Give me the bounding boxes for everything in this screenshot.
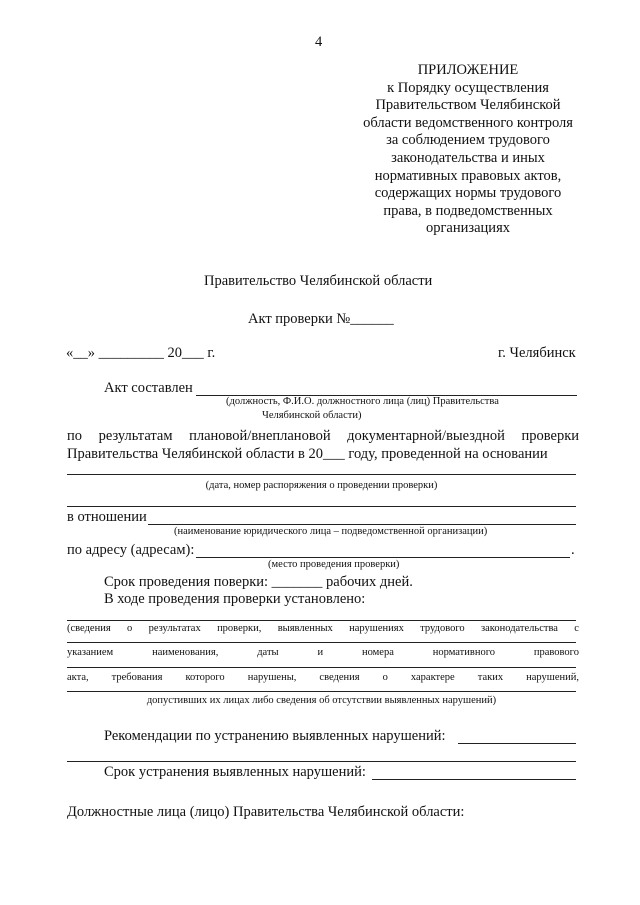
compiled-hint: Челябинской области) — [262, 410, 362, 421]
appendix-line: области ведомственного контроля — [363, 114, 573, 131]
findings-label: В ходе проведения проверки установлено: — [104, 591, 366, 607]
appendix-line: нормативных правовых актов, — [374, 167, 562, 184]
deadline-label: Срок устранения выявленных нарушений: — [104, 764, 366, 780]
findings-hint-3: акта, требования которого нарушены, сведения о характере таких нарушений, — [67, 672, 579, 683]
findings-field[interactable] — [67, 642, 576, 643]
city: г. Челябинск — [498, 345, 576, 361]
deadline-field[interactable] — [372, 779, 576, 780]
results-line-1 — [67, 428, 579, 445]
order-hint: (дата, номер распоряжения о проведении проверки) — [205, 480, 438, 491]
word: проверки — [521, 428, 579, 444]
act-title: Акт проверки №______ — [248, 311, 394, 327]
word: документарной/выездной — [347, 428, 505, 444]
word: по — [67, 428, 83, 444]
recommendations-field[interactable] — [458, 743, 576, 744]
appendix-line: к Порядку осуществления — [387, 79, 549, 96]
order-field[interactable] — [67, 474, 576, 475]
appendix-block — [350, 62, 586, 238]
appendix-line: законодательства и иных — [391, 149, 545, 166]
results-line-2: Правительства Челябинской области в 20___ году, проведенной на основании — [67, 446, 548, 462]
appendix-line: права, в подведомственных — [383, 202, 553, 219]
address-field[interactable] — [196, 557, 570, 558]
address-end: . — [571, 542, 575, 558]
word: результатам — [98, 428, 173, 444]
word: плановой/внеплановой — [189, 428, 331, 444]
officials-label: Должностные лица (лицо) Правительства Челябинской области: — [67, 804, 465, 820]
date-line: «__» _________ 20___ г. — [66, 345, 216, 361]
address-hint: (место проведения проверки) — [268, 559, 400, 570]
appendix-line: за соблюдением трудового — [386, 132, 550, 149]
findings-field[interactable] — [67, 620, 576, 621]
address-label: по адресу (адресам): — [67, 542, 195, 558]
regarding-field[interactable] — [148, 524, 576, 525]
regarding-hint: (наименование юридического лица – подведомственной организации) — [174, 526, 488, 537]
order-field-2[interactable] — [67, 506, 576, 507]
findings-field[interactable] — [67, 667, 576, 668]
recommendations-field-2[interactable] — [67, 761, 576, 762]
findings-hint-1: (сведения о результатах проверки, выявленных нарушениях трудового законодательства с — [67, 623, 579, 634]
findings-hint-2: указанием наименования, даты и номера нормативного правового — [67, 647, 579, 658]
compiled-label: Акт составлен — [104, 380, 193, 396]
appendix-line: Правительством Челябинской — [375, 97, 561, 114]
organization-name: Правительство Челябинской области — [204, 273, 433, 289]
recommendations-label: Рекомендации по устранению выявленных нарушений: — [104, 728, 446, 744]
appendix-title: ПРИЛОЖЕНИЕ — [417, 62, 519, 78]
appendix-line: организациях — [425, 220, 510, 237]
page-number: 4 — [315, 34, 323, 50]
regarding-label: в отношении — [67, 509, 147, 525]
findings-hint-4: допустивших их лицах либо сведения об отсутствии выявленных нарушений) — [146, 695, 497, 706]
findings-field[interactable] — [67, 691, 576, 692]
appendix-line: содержащих нормы трудового — [374, 185, 562, 202]
period-line: Срок проведения поверки: _______ рабочих дней. — [104, 574, 413, 590]
compiled-hint: (должность, Ф.И.О. должностного лица (лиц) Правительства — [226, 396, 499, 407]
